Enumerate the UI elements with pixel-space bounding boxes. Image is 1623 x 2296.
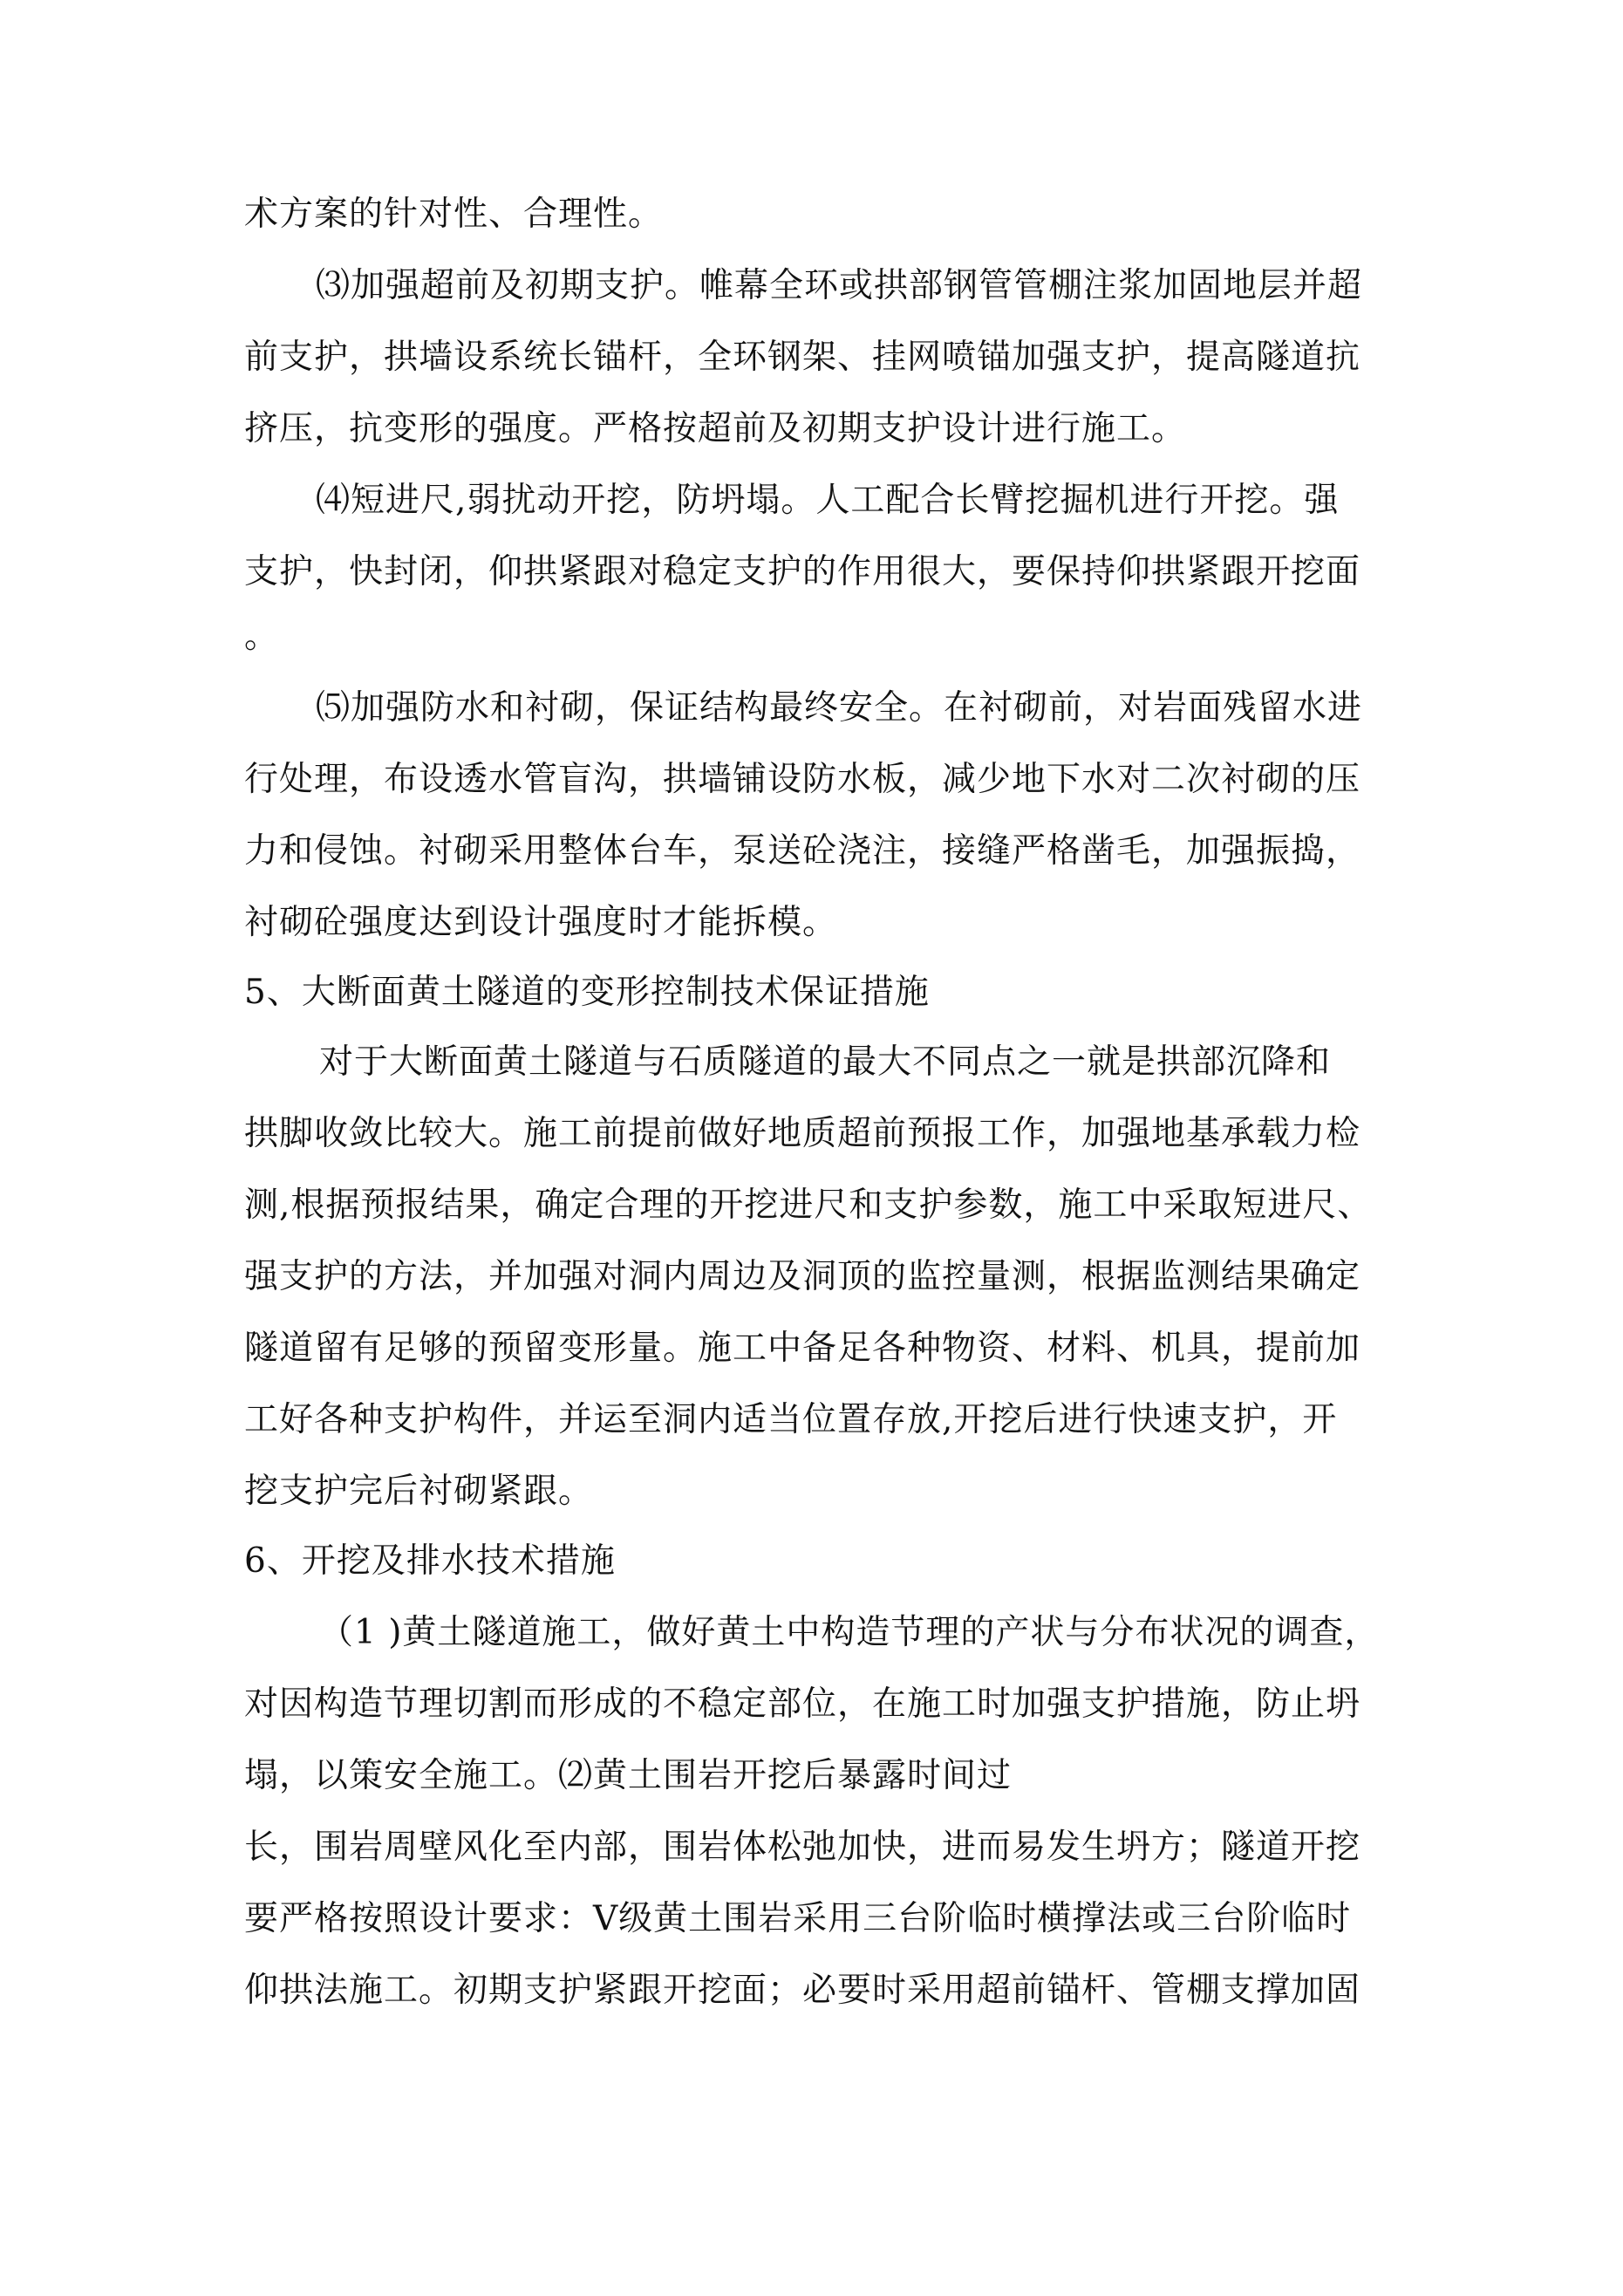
text-line: 力和侵蚀。衬砌采用整体台车，泵送砼浇注，接缝严格凿毛，加强振捣， <box>244 831 1361 871</box>
section-heading: 5、大断面黄土隧道的变形控制技术保证措施 <box>244 973 930 1012</box>
text-line: 拱脚收敛比较大。施工前提前做好地质超前预报工作，加强地基承载力检 <box>244 1114 1361 1153</box>
text-line: 支护，快封闭，仰拱紧跟对稳定支护的作用很大，要保持仰拱紧跟开挖面 <box>244 552 1361 591</box>
text-line: 仰拱法施工。初期支护紧跟开挖面；必要时采用超前锚杆、管棚支撑加固 <box>244 1971 1361 2010</box>
text-line: 塌，以策安全施工。⑵黄土围岩开挖后暴露时间过 <box>244 1756 1013 1795</box>
text-line: 衬砌砼强度达到设计强度时才能拆模。 <box>244 903 838 942</box>
text-line: 前支护，拱墙设系统长锚杆，全环钢架、挂网喷锚加强支护，提高隧道抗 <box>244 338 1361 377</box>
text-line: 要严格按照设计要求：Ⅴ级黄土围岩采用三台阶临时横撑法或三台阶临时 <box>244 1899 1352 1938</box>
text-line: ⑷短进尺,弱扰动开挖，防坍塌。人工配合长臂挖掘机进行开挖。强 <box>316 481 1340 520</box>
text-line: 长，围岩周壁风化至内部，围岩体松弛加快，进而易发生坍方；隧道开挖 <box>244 1828 1361 1867</box>
text-line: ⑶加强超前及初期支护。帷幕全环或拱部钢管管棚注浆加固地层并超 <box>316 266 1363 305</box>
text-line: 挤压，抗变形的强度。严格按超前及初期支护设计进行施工。 <box>244 409 1187 448</box>
text-line: 术方案的针对性、合理性。 <box>244 195 664 234</box>
text-line: ⑸加强防水和衬砌，保证结构最终安全。在衬砌前，对岩面残留水进 <box>316 688 1363 728</box>
text-line: 对于大断面黄土隧道与石质隧道的最大不同点之一就是拱部沉降和 <box>319 1042 1332 1082</box>
text-line: 。 <box>244 617 280 656</box>
text-line: 工好各种支护构件，并运至洞内适当位置存放,开挖后进行快速支护，开 <box>244 1400 1338 1439</box>
text-line: 隧道留有足够的预留变形量。施工中备足各种物资、材料、机具，提前加 <box>244 1329 1361 1368</box>
text-line: 挖支护完后衬砌紧跟。 <box>244 1472 594 1511</box>
text-line: 对因构造节理切割而形成的不稳定部位，在施工时加强支护措施，防止坍 <box>244 1684 1361 1724</box>
text-line: 测,根据预报结果，确定合理的开挖进尺和支护参数，施工中采取短进尺、 <box>244 1186 1373 1225</box>
text-line: （1 )黄土隧道施工，做好黄土中构造节理的产状与分布状况的调查， <box>319 1613 1380 1652</box>
text-line: 强支护的方法，并加强对洞内周边及洞顶的监控量测，根据监测结果确定 <box>244 1257 1361 1296</box>
text-line: 行处理，布设透水管盲沟，拱墙铺设防水板，减少地下水对二次衬砌的压 <box>244 760 1361 799</box>
section-heading: 6、开挖及排水技术措施 <box>244 1541 616 1581</box>
